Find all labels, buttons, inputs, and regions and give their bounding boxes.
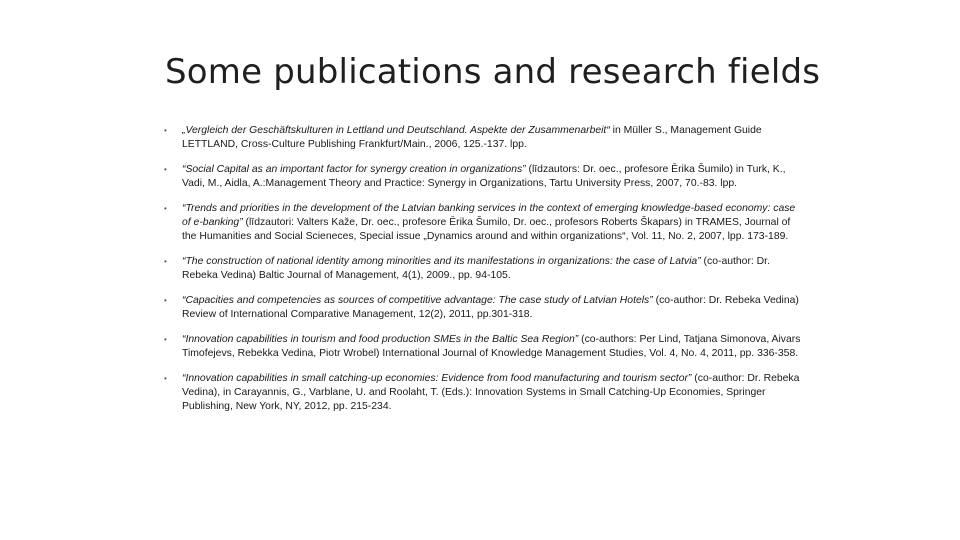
bullet-icon: • bbox=[164, 296, 167, 305]
bullet-icon: • bbox=[164, 335, 167, 344]
publication-item bbox=[164, 255, 804, 283]
publication-list bbox=[164, 124, 804, 425]
publication-title: “Trends and priorities in the development of the Latvian banking services in the context of emerging knowledge-based economy: case of e-banking” bbox=[182, 203, 796, 228]
publication-item bbox=[164, 294, 804, 322]
publication-details: (līdzautori: Valters Kaže, Dr. oec., profesore Ērika Šumilo, Dr. oec., profesors Roberts Škapars) in TRAMES, Journal of the Humanities and Social Scieneces, Special issue „Dynamics around and within organizations“, Vol. 11, No. 2, 2007, lpp. 173-189. bbox=[182, 217, 791, 242]
publication-details: in Müller S., Management Guide LETTLAND, Cross-Culture Publishing Frankfurt/Main., 2006, 125.-137. lpp. bbox=[182, 125, 762, 150]
publication-item bbox=[164, 372, 804, 414]
publication-title: “Innovation capabilities in tourism and food production SMEs in the Baltic Sea Region” bbox=[182, 334, 579, 345]
publication-title: “Capacities and competencies as sources of competitive advantage: The case study of Latvian Hotels” bbox=[182, 295, 653, 306]
slide-title: Some publications and research fields bbox=[165, 52, 821, 92]
bullet-icon: • bbox=[164, 374, 167, 383]
publication-title: “Innovation capabilities in small catching-up economies: Evidence from food manufacturing and tourism sector” bbox=[182, 373, 692, 384]
publication-item bbox=[164, 202, 804, 244]
publication-details: (co-author: Dr. Rebeka Vedina) Baltic Journal of Management, 4(1), 2009., pp. 94-105. bbox=[182, 256, 770, 281]
publication-title: „Vergleich der Geschäftskulturen in Lettland und Deutschland. Aspekte der Zusammenarbeit“ bbox=[182, 125, 610, 136]
publication-details: (co-author: Dr. Rebeka Vedina) Review of International Comparative Management, 12(2), 2011, pp.301-318. bbox=[182, 295, 799, 320]
bullet-icon: • bbox=[164, 165, 167, 174]
publication-title: “The construction of national identity among minorities and its manifestations in organizations: the case of Latvia” bbox=[182, 256, 701, 267]
bullet-icon: • bbox=[164, 204, 167, 213]
publication-details: (līdzautors: Dr. oec., profesore Ērika Šumilo) in Turk, K., Vadi, M., Aidla, A.:Management Theory and Practice: Synergy in Organizations, Tartu University Press, 2007, 70.-83. lpp. bbox=[182, 164, 786, 189]
publication-item bbox=[164, 163, 804, 191]
bullet-icon: • bbox=[164, 126, 167, 135]
publication-details: (co-author: Dr. Rebeka Vedina), in Carayannis, G., Varblane, U. and Roolaht, T. (Eds.): Innovation Systems in Small Catching-Up Economies, Springer Publishing, New York, NY, 2012, pp. 215-234. bbox=[182, 373, 800, 412]
publication-item bbox=[164, 333, 804, 361]
publication-details: (co-authors: Per Lind, Tatjana Simonova, Aivars Timofejevs, Rebekka Vedina, Piotr Wrobel) International Journal of Knowledge Management Studies, Vol. 4, No. 4, 2011, pp. 336-358. bbox=[182, 334, 801, 359]
publication-item bbox=[164, 124, 804, 152]
publication-title: “Social Capital as an important factor for synergy creation in organizations” bbox=[182, 164, 526, 175]
bullet-icon: • bbox=[164, 257, 167, 266]
